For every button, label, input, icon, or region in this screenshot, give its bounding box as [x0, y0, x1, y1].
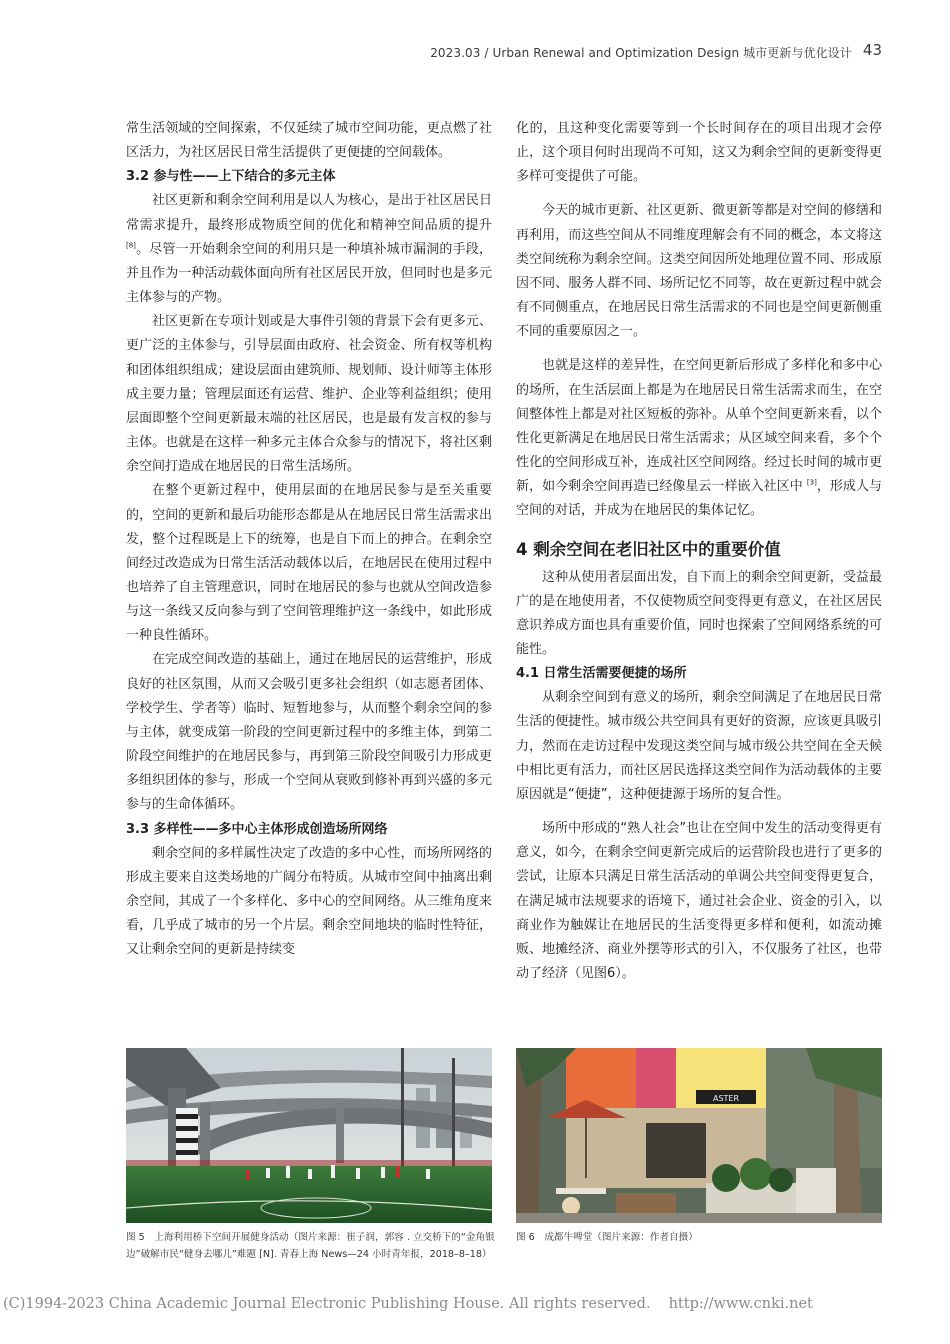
left-column [126, 117, 492, 962]
copyright-footer [3, 1296, 813, 1312]
citation-ref: [8] [126, 241, 136, 250]
beer-hall-illustration [516, 1048, 882, 1223]
cnki-link[interactable]: http://www.cnki.net [668, 1296, 813, 1312]
paragraph: 常生活领域的空间探索，不仅延续了城市空间功能，更点燃了社区活力，为社区居民日常生活提供了更便捷的空间载体。 [126, 121, 492, 161]
page-number: 43 [862, 41, 882, 59]
paragraph: 剩余空间的多样属性决定了改造的多中心性，而场所网络的形成主要来自这类场地的广阔分布特质。从城市空间中抽离出剩余空间，其成了一个多样化、多中心的空间网络。从三维角度来看，几乎成了城市的另一个片层。剩余空间地块的临时性特征，又让剩余空间的更新是持续变 [126, 845, 492, 958]
paragraph: 今天的城市更新、社区更新、微更新等都是对空间的修缮和再利用，而这些空间从不同维度理解会有不同的概念，本文将这类空间统称为剩余空间。这类空间因所处地理位置不同、形成原因不同、服务人群不同、场所记忆不同等，故在更新过程中就会有不同侧重点，在地居民日常生活需求的不同也是空间更新侧重不同的重要原因之一。 [516, 203, 882, 340]
section-heading-4-1: 4.1 日常生活需要便捷的场所 [516, 666, 687, 682]
citation-ref: [3] [806, 478, 817, 487]
paragraph: 在完成空间改造的基础上，通过在地居民的运营维护，形成良好的社区氛围，从而又会吸引更多社会组织（如志愿者团体、学校学生、学者等）临时、短暂地参与，从而整个剩余空间的参与主体，就变成第一阶段的空间更新过程中的多维主体，到第二阶段空间维护的在地居民参与，再到第三阶段空间吸引力形成更多组织团体的参与，形成一个空间从衰败到修补再到兴盛的多元参与的生命体循环。 [126, 652, 492, 813]
shop-sign: ASTER [712, 1094, 740, 1103]
figure-6-photo [516, 1048, 882, 1223]
figure-5-caption: 图 5 上海利用桥下空间开展健身活动（图片来源：崔子润，郭容 . 立交桥下的“金角银边”破解市民“健身去哪儿”难题 [N]. 青春上海 News—24 小时青年报，2018–8–18） [126, 1232, 495, 1260]
paragraph: 也就是这样的差异性，在空间更新后形成了多样化和多中心的场所，在生活层面上都是为在地居民日常生活需求而生，在空间整体性上都是对社区短板的弥补。从单个空间更新来看，以个性化更新满足在地居民日常生活需求；从区域空间来看，多个个性化的空间形成互补，连成社区空间网络。经过长时间的城市更新，如今剩余空间再造已经像星云一样嵌入社区中 [3]，形成人与空间的对话，并成为在地居民的集体记忆。 [516, 358, 882, 519]
paragraph: 社区更新在专项计划或是大事件引领的背景下会有更多元、更广泛的主体参与，引导层面由政府、社会资金、所有权等机构和团体组织组成；建设层面由建筑师、规划师、设计师等主体形成主要力量；管理层面还有运营、维护、企业等利益组织；使用层面即整个空间更新最末端的社区居民，也是最有发言权的参与主体。也就是在这样一种多元主体合众参与的情况下，将社区剩余空间打造成在地居民的日常生活场所。 [126, 314, 492, 475]
section-heading-3-3: 3.3 多样性——多中心主体形成创造场所网络 [126, 821, 388, 837]
paragraph: 从剩余空间到有意义的场所，剩余空间满足了在地居民日常生活的便捷性。城市级公共空间具有更好的资源，应该更具吸引力，然而在走访过程中发现这类空间与城市级公共空间在全天候中相比更有活力，而社区居民选择这类空间作为活动载体的主要原因就是“便捷”，这种便捷源于场所的复合性。 [516, 690, 882, 802]
paragraph: 化的，且这种变化需要等到一个长时间存在的项目出现才会停止，这个项目何时出现尚不可知，这又为剩余空间的更新变得更多样可变提供了可能。 [516, 121, 882, 185]
right-column [516, 117, 882, 986]
running-title: 2023.03 / Urban Renewal and Optimization Design 城市更新与优化设计 [430, 46, 852, 60]
figure-5-photo [126, 1048, 492, 1223]
copyright-text: (C)1994-2023 China Academic Journal Electronic Publishing House. All rights reserved. [3, 1296, 651, 1312]
paragraph: 社区更新和剩余空间利用是以人为核心，是出于社区居民日常需求提升，最终形成物质空间的优化和精神空间品质的提升 [8]。尽管一开始剩余空间的利用只是一种填补城市漏洞的手段，并且作为一种活动载体面向所有社区居民开放，但同时也是多元主体参与的产物。 [126, 193, 492, 306]
section-heading-3-2: 3.2 参与性——上下结合的多元主体 [126, 169, 336, 185]
paragraph: 在整个更新过程中，使用层面的在地居民参与是至关重要的，空间的更新和最后功能形态都是从在地居民日常生活需求出发，整个过程既是上下的统筹，也是自下而上的抻合。在剩余空间经过改造成为日常生活活动载体以后，在地居民在使用过程中也培养了自主管理意识，同时在地居民的参与也就从空间改造参与这一条线又反向参与到了空间管理维护这一条线中，如此形成一种良性循环。 [126, 483, 492, 644]
figure-6-caption: 图 6 成都牛啤堂（图片来源：作者自摄） [516, 1232, 698, 1243]
page-header [0, 40, 950, 64]
paragraph: 这种从使用者层面出发，自下而上的剩余空间更新，受益最广的是在地使用者，不仅使物质空间变得更有意义，在社区居民意识养成方面也具有重要价值，同时也探索了空间网络系统的可能性。 [516, 569, 882, 657]
zebra-mural [176, 1108, 198, 1168]
paragraph: 场所中形成的“熟人社会”也让在空间中发生的活动变得更有意义，如今，在剩余空间更新完成后的运营阶段也进行了更多的尝试，让原本只满足日常生活活动的单调公共空间变得更复合，在满足城市法规要求的语境下，通过社会企业、资金的引入，以商业作为触媒让在地居民的生活变得更多样和便利，如流动摊贩、地摊经济、商业外摆等形式的引入，不仅服务了社区，也带动了经济（见图6）。 [516, 821, 882, 981]
overpass-pitch-illustration [126, 1048, 492, 1223]
section-heading-4: 4 剩余空间在老旧社区中的重要价值 [516, 539, 781, 559]
